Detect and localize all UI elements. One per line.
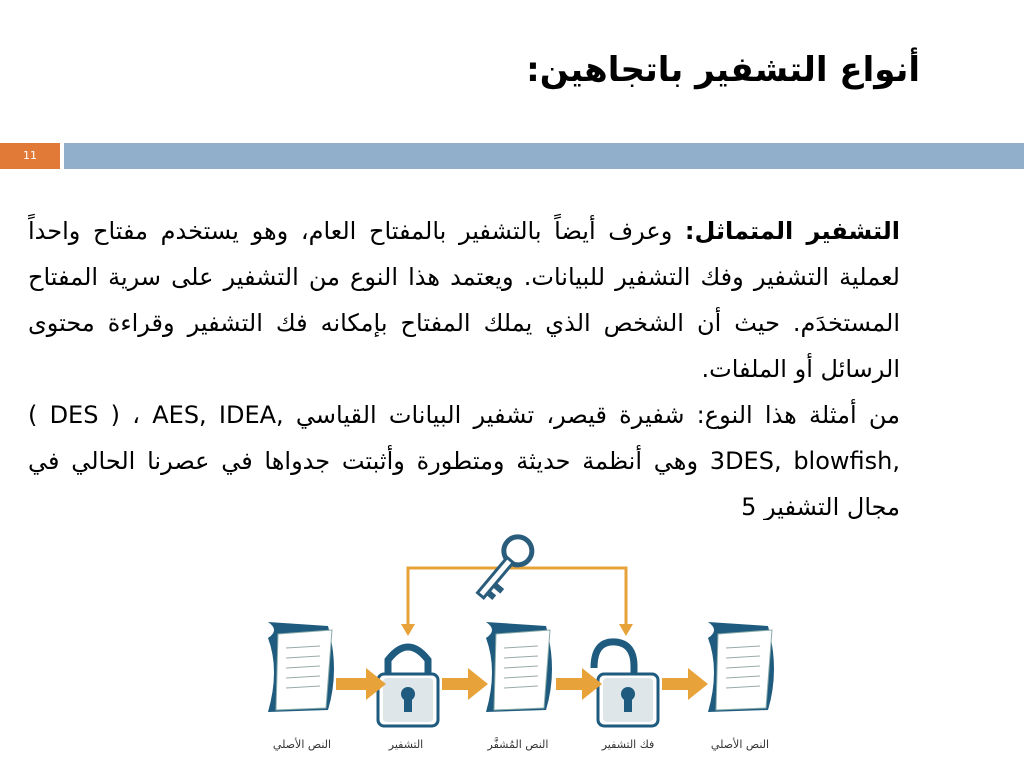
label-decryption: فك التشفير [601, 738, 655, 751]
label-encryption: التشفير [388, 738, 424, 751]
examples-des: ( DES ) [28, 401, 121, 429]
arrow-right-icon [442, 668, 488, 700]
encryption-diagram [258, 520, 798, 768]
document-icon [708, 622, 774, 712]
arrow-right-icon [662, 668, 708, 700]
examples-text-a: من أمثلة هذا النوع: شفيرة قيصر، تشفير البيانات القياسي [283, 401, 900, 429]
paragraph-text: وعرف أيضاً بالتشفير بالمفتاح العام، وهو يستخدم مفتاح واحداً لعملية التشفير وفك التشفير للبيانات. ويعتمد هذا النوع من التشفير على سرية المفتاح المستخدَم. حيث أن الشخص الذي يملك المفتاح بإمكانه فك التشفير وقراءة محتوى الرسائل أو الملفات. [28, 217, 900, 383]
examples-text-b: ، [120, 401, 153, 429]
lock-open-icon [594, 642, 658, 726]
document-icon [268, 622, 334, 712]
header-band [64, 143, 1024, 169]
slide-number: 11 [0, 143, 60, 169]
key-line [408, 568, 626, 628]
label-plaintext: النص الأصلي [272, 738, 332, 751]
document-icon [486, 622, 552, 712]
diagram-graphic [258, 520, 798, 768]
slide-title: أنواع التشفير باتجاهين: [526, 50, 920, 90]
arrow-down-icon [401, 624, 415, 636]
slide-body [28, 208, 900, 520]
examples-algorithms: AES, IDEA, 3DES, blowfish, [152, 401, 900, 475]
lock-closed-icon [378, 647, 438, 726]
arrow-down-icon [619, 624, 633, 636]
examples-text-c: وهي أنظمة حديثة ومتطورة وأثبتت جدواها في عصرنا الحالي في مجال التشفير 5 [28, 447, 900, 520]
paragraph-symmetric [28, 208, 900, 392]
label-ciphertext: النص المُشفَّر [487, 738, 549, 751]
arrow-right-icon [556, 668, 602, 700]
paragraph-lead: التشفير المتماثل: [684, 217, 900, 245]
label-plaintext-output: النص الأصلي [710, 738, 770, 751]
paragraph-examples [28, 392, 900, 520]
